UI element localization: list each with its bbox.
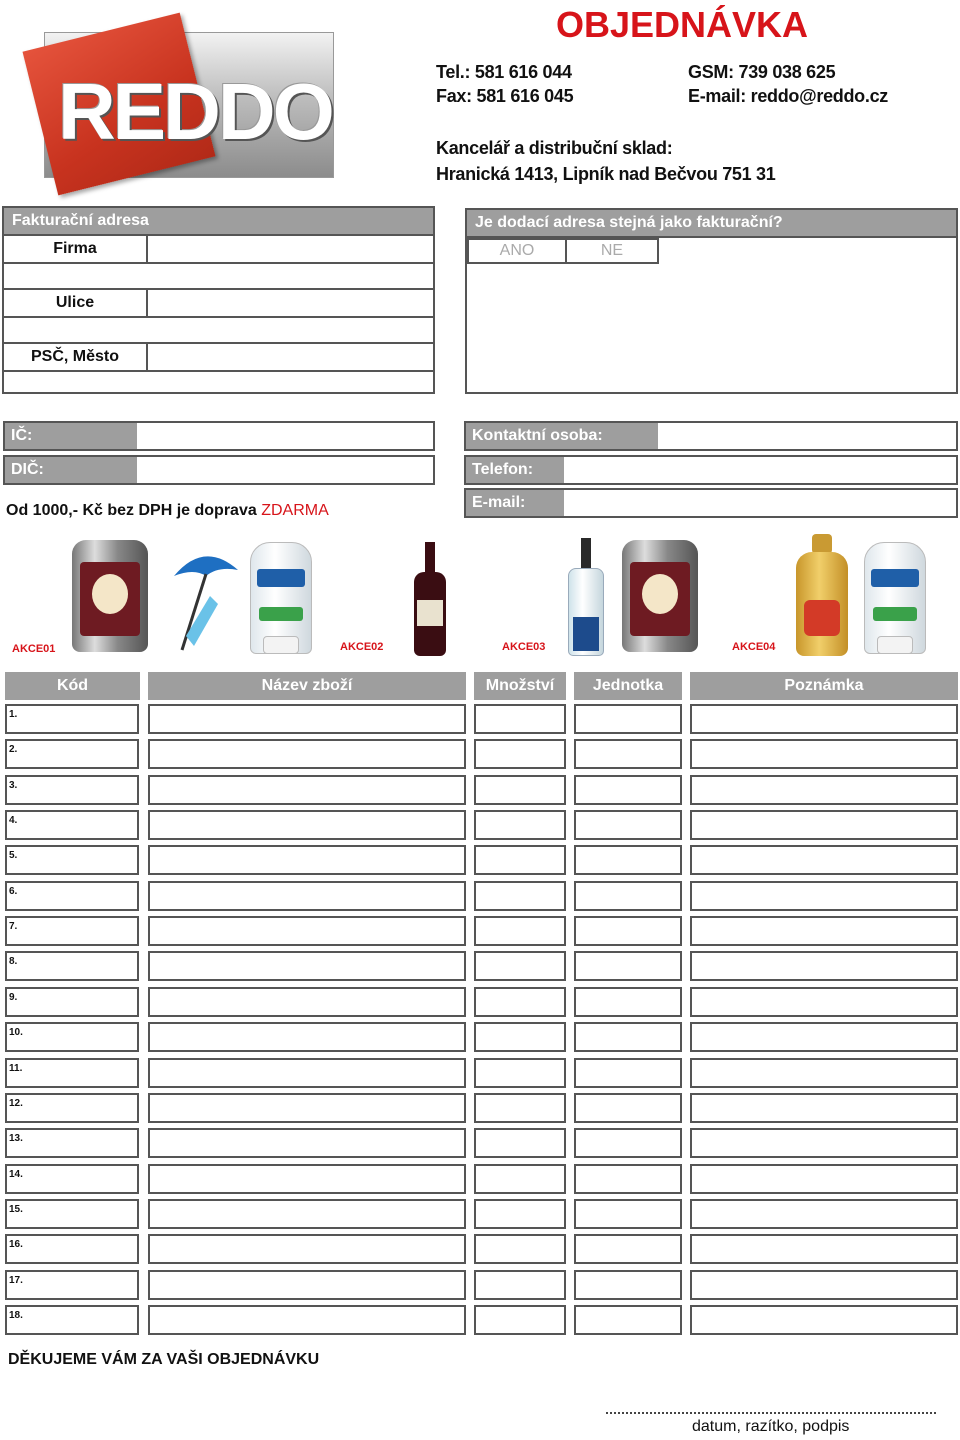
quantity-cell[interactable] bbox=[474, 810, 566, 840]
delivery-question: Je dodací adresa stejná jako fakturační? bbox=[465, 208, 958, 238]
note-cell[interactable] bbox=[690, 1164, 958, 1194]
quantity-cell[interactable] bbox=[474, 1164, 566, 1194]
unit-cell[interactable] bbox=[574, 1058, 682, 1088]
softener-bottle-image bbox=[796, 534, 848, 656]
dic-label: DIČ: bbox=[5, 457, 137, 483]
name-cell[interactable] bbox=[148, 775, 466, 805]
toothpaste-image-1 bbox=[250, 542, 312, 654]
code-cell[interactable] bbox=[5, 704, 139, 734]
promo-label-4: AKCE04 bbox=[732, 641, 776, 653]
unit-cell[interactable] bbox=[574, 1128, 682, 1158]
vodka-bottle-image bbox=[568, 538, 604, 656]
column-header-quantity: Množství bbox=[474, 672, 566, 700]
column-header-code: Kód bbox=[5, 672, 140, 700]
contact-tel: Tel.: 581 616 044 bbox=[436, 62, 572, 82]
unit-cell[interactable] bbox=[574, 845, 682, 875]
unit-cell[interactable] bbox=[574, 739, 682, 769]
psc-input[interactable] bbox=[146, 342, 435, 372]
quantity-cell[interactable] bbox=[474, 1234, 566, 1264]
row-number: 1. bbox=[9, 709, 18, 720]
row-number: 2. bbox=[9, 744, 18, 755]
ulice-label: Ulice bbox=[2, 288, 148, 318]
column-header-unit: Jednotka bbox=[574, 672, 682, 700]
code-cell[interactable] bbox=[5, 987, 139, 1017]
office-address: Hranická 1413, Lipník nad Bečvou 751 31 bbox=[436, 164, 776, 184]
row-number: 8. bbox=[9, 956, 18, 967]
note-cell[interactable] bbox=[690, 845, 958, 875]
unit-cell[interactable] bbox=[574, 1164, 682, 1194]
row-number: 11. bbox=[9, 1063, 23, 1074]
unit-cell[interactable] bbox=[574, 775, 682, 805]
signature-line[interactable] bbox=[606, 1412, 936, 1414]
note-cell[interactable] bbox=[690, 1128, 958, 1158]
unit-cell[interactable] bbox=[574, 1093, 682, 1123]
unit-cell[interactable] bbox=[574, 987, 682, 1017]
unit-cell[interactable] bbox=[574, 916, 682, 946]
code-cell[interactable] bbox=[5, 1093, 139, 1123]
psc-label: PSČ, Město bbox=[2, 342, 148, 372]
quantity-cell[interactable] bbox=[474, 1305, 566, 1335]
quantity-cell[interactable] bbox=[474, 987, 566, 1017]
promo-label-3: AKCE03 bbox=[502, 641, 546, 653]
name-cell[interactable] bbox=[148, 739, 466, 769]
promo-label-1: AKCE01 bbox=[12, 643, 56, 655]
ulice-input-line2[interactable] bbox=[2, 316, 435, 344]
code-cell[interactable] bbox=[5, 951, 139, 981]
coffee-can-image bbox=[72, 540, 148, 652]
ic-label: IČ: bbox=[5, 423, 137, 449]
note-cell[interactable] bbox=[690, 810, 958, 840]
note-cell[interactable] bbox=[690, 951, 958, 981]
row-number: 10. bbox=[9, 1027, 23, 1038]
note-cell[interactable] bbox=[690, 1270, 958, 1300]
code-cell[interactable] bbox=[5, 881, 139, 911]
name-cell[interactable] bbox=[148, 1128, 466, 1158]
name-cell[interactable] bbox=[148, 845, 466, 875]
quantity-cell[interactable] bbox=[474, 1022, 566, 1052]
row-number: 18. bbox=[9, 1310, 23, 1321]
name-cell[interactable] bbox=[148, 916, 466, 946]
code-cell[interactable] bbox=[5, 775, 139, 805]
note-cell[interactable] bbox=[690, 704, 958, 734]
unit-cell[interactable] bbox=[574, 704, 682, 734]
name-cell[interactable] bbox=[148, 1058, 466, 1088]
unit-cell[interactable] bbox=[574, 810, 682, 840]
name-cell[interactable] bbox=[148, 704, 466, 734]
row-number: 12. bbox=[9, 1098, 23, 1109]
note-cell[interactable] bbox=[690, 775, 958, 805]
delivery-no-option[interactable]: NE bbox=[565, 238, 659, 264]
name-cell[interactable] bbox=[148, 1234, 466, 1264]
name-cell[interactable] bbox=[148, 810, 466, 840]
quantity-cell[interactable] bbox=[474, 1093, 566, 1123]
row-number: 6. bbox=[9, 886, 18, 897]
coffee-can-image-2 bbox=[622, 540, 698, 652]
unit-cell[interactable] bbox=[574, 1270, 682, 1300]
code-cell[interactable] bbox=[5, 1058, 139, 1088]
code-cell[interactable] bbox=[5, 845, 139, 875]
page-title: OBJEDNÁVKA bbox=[556, 4, 809, 45]
name-cell[interactable] bbox=[148, 987, 466, 1017]
umbrella-image bbox=[166, 546, 242, 656]
unit-cell[interactable] bbox=[574, 951, 682, 981]
code-cell[interactable] bbox=[5, 916, 139, 946]
unit-cell[interactable] bbox=[574, 1022, 682, 1052]
wine-bottle-image bbox=[414, 542, 446, 656]
ulice-input[interactable] bbox=[146, 288, 435, 318]
signature-label: datum, razítko, podpis bbox=[692, 1418, 850, 1435]
note-cell[interactable] bbox=[690, 916, 958, 946]
quantity-cell[interactable] bbox=[474, 845, 566, 875]
name-cell[interactable] bbox=[148, 881, 466, 911]
note-cell[interactable] bbox=[690, 881, 958, 911]
name-cell[interactable] bbox=[148, 1022, 466, 1052]
billing-heading: Fakturační adresa bbox=[2, 206, 435, 236]
quantity-cell[interactable] bbox=[474, 1270, 566, 1300]
promo-label-2: AKCE02 bbox=[340, 641, 384, 653]
office-heading: Kancelář a distribuční sklad: bbox=[436, 138, 673, 158]
code-cell[interactable] bbox=[5, 1305, 139, 1335]
column-header-name: Název zboží bbox=[148, 672, 466, 700]
code-cell[interactable] bbox=[5, 1199, 139, 1229]
row-number: 9. bbox=[9, 992, 18, 1003]
quantity-cell[interactable] bbox=[474, 951, 566, 981]
quantity-cell[interactable] bbox=[474, 881, 566, 911]
unit-cell[interactable] bbox=[574, 881, 682, 911]
quantity-cell[interactable] bbox=[474, 775, 566, 805]
toothpaste-image-2 bbox=[864, 542, 926, 654]
row-number: 5. bbox=[9, 850, 18, 861]
name-cell[interactable] bbox=[148, 1093, 466, 1123]
quantity-cell[interactable] bbox=[474, 916, 566, 946]
name-cell[interactable] bbox=[148, 1270, 466, 1300]
note-cell[interactable] bbox=[690, 1305, 958, 1335]
firma-input-line2[interactable] bbox=[2, 262, 435, 290]
unit-cell[interactable] bbox=[574, 1305, 682, 1335]
shipping-note-highlight: ZDARMA bbox=[261, 502, 329, 519]
quantity-cell[interactable] bbox=[474, 1058, 566, 1088]
name-cell[interactable] bbox=[148, 1164, 466, 1194]
unit-cell[interactable] bbox=[574, 1199, 682, 1229]
column-header-note: Poznámka bbox=[690, 672, 958, 700]
row-number: 13. bbox=[9, 1133, 23, 1144]
code-cell[interactable] bbox=[5, 810, 139, 840]
note-cell[interactable] bbox=[690, 987, 958, 1017]
contact-fax: Fax: 581 616 045 bbox=[436, 86, 574, 106]
firma-input[interactable] bbox=[146, 234, 435, 264]
row-number: 14. bbox=[9, 1169, 23, 1180]
contact-email: E-mail: reddo@reddo.cz bbox=[688, 86, 888, 106]
note-cell[interactable] bbox=[690, 1093, 958, 1123]
note-cell[interactable] bbox=[690, 739, 958, 769]
contact-phone-label: Telefon: bbox=[466, 457, 564, 483]
row-number: 16. bbox=[9, 1239, 23, 1250]
row-number: 7. bbox=[9, 921, 18, 932]
unit-cell[interactable] bbox=[574, 1234, 682, 1264]
code-cell[interactable] bbox=[5, 1164, 139, 1194]
shipping-note bbox=[6, 502, 329, 520]
contact-person-label: Kontaktní osoba: bbox=[466, 423, 658, 449]
row-number: 3. bbox=[9, 780, 18, 791]
firma-label: Firma bbox=[2, 234, 148, 264]
quantity-cell[interactable] bbox=[474, 704, 566, 734]
delivery-yes-option[interactable]: ANO bbox=[467, 238, 567, 264]
logo-text: REDDO bbox=[58, 67, 332, 156]
name-cell[interactable] bbox=[148, 951, 466, 981]
code-cell[interactable] bbox=[5, 1234, 139, 1264]
note-cell[interactable] bbox=[690, 1022, 958, 1052]
quantity-cell[interactable] bbox=[474, 1199, 566, 1229]
note-cell[interactable] bbox=[690, 1058, 958, 1088]
name-cell[interactable] bbox=[148, 1199, 466, 1229]
row-number: 15. bbox=[9, 1204, 23, 1215]
row-number: 4. bbox=[9, 815, 18, 826]
quantity-cell[interactable] bbox=[474, 1128, 566, 1158]
contact-email-label: E-mail: bbox=[466, 490, 564, 516]
row-number: 17. bbox=[9, 1275, 23, 1286]
code-cell[interactable] bbox=[5, 1270, 139, 1300]
code-cell[interactable] bbox=[5, 739, 139, 769]
note-cell[interactable] bbox=[690, 1199, 958, 1229]
note-cell[interactable] bbox=[690, 1234, 958, 1264]
code-cell[interactable] bbox=[5, 1128, 139, 1158]
code-cell[interactable] bbox=[5, 1022, 139, 1052]
shipping-note-text: Od 1000,- Kč bez DPH je doprava bbox=[6, 502, 262, 519]
quantity-cell[interactable] bbox=[474, 739, 566, 769]
thank-you-message: DĚKUJEME VÁM ZA VAŠI OBJEDNÁVKU bbox=[8, 1351, 320, 1368]
name-cell[interactable] bbox=[148, 1305, 466, 1335]
psc-input-line2[interactable] bbox=[2, 370, 435, 394]
contact-gsm: GSM: 739 038 625 bbox=[688, 62, 836, 82]
